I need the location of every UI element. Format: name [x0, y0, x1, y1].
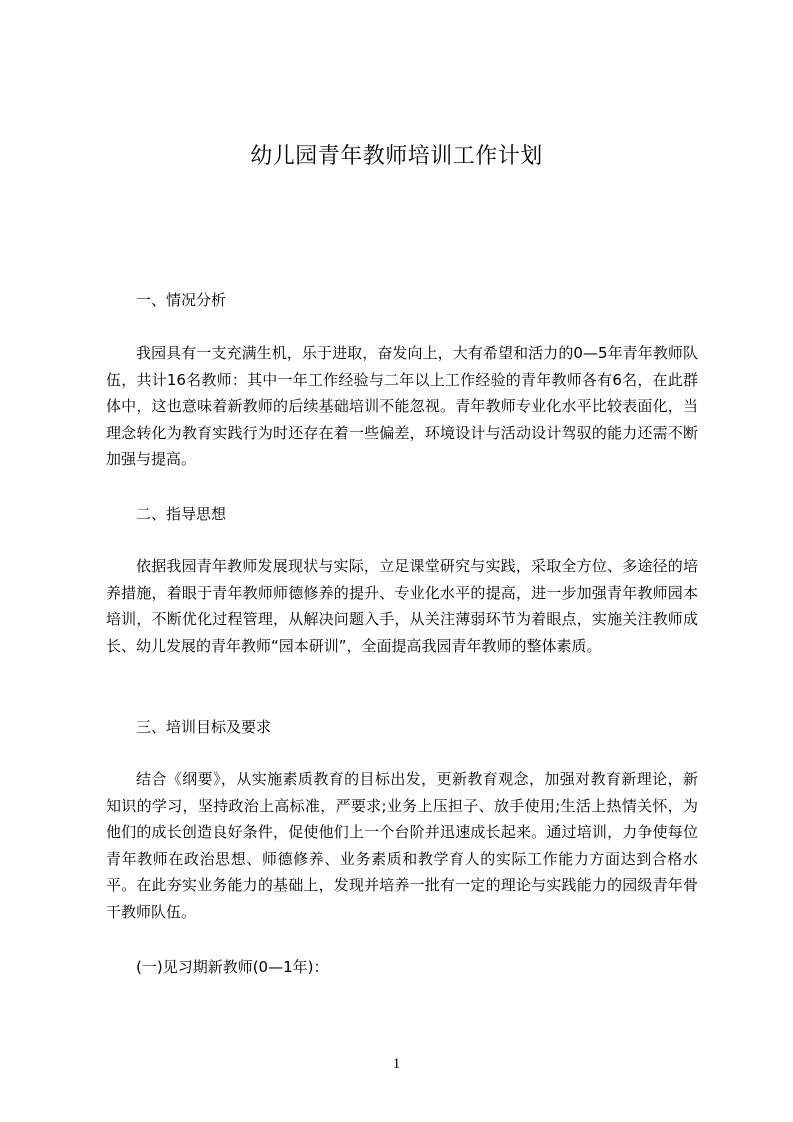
subsection-heading-new-teachers: (一)见习期新教师(0—1年)：	[136, 958, 329, 976]
section-heading-guidance: 二、指导思想	[136, 505, 227, 523]
section-heading-goals: 三、培训目标及要求	[136, 718, 272, 736]
section-paragraph-goals: 结合《纲要》，从实施素质教育的目标出发，更新教育观念，加强对教育新理论，新知识的学习，坚持政治上高标准，严要求;业务上压担子、放手使用;生活上热情关怀，为他们的成长创造良好条件，促使他们上一个台阶并迅速成长起来。通过培训，力争使每位青年教师在政治思想、师德修养、业务素质和教学育人的实际工作能力方面达到合格水平。在此夯实业务能力的基础上，发现并培养一批有一定的理论与实践能力的园级青年骨干教师队伍。	[106, 770, 698, 921]
page-number: 1	[392, 1056, 401, 1072]
section-paragraph-situation: 我园具有一支充满生机，乐于进取，奋发向上，大有希望和活力的0—5年青年教师队伍，共计16名教师：其中一年工作经验与二年以上工作经验的青年教师各有6名，在此群体中，这也意味着新教师的后续基础培训不能忽视。青年教师专业化水平比较表面化，当理念转化为教育实践行为时还存在着一些偏差，环境设计与活动设计驾驭的能力还需不断加强与提高。	[106, 344, 698, 468]
section-heading-situation: 一、情况分析	[136, 291, 227, 309]
section-paragraph-guidance: 依据我园青年教师发展现状与实际，立足课堂研究与实践，采取全方位、多途径的培养措施，着眼于青年教师师德修养的提升、专业化水平的提高，进一步加强青年教师园本培训，不断优化过程管理，从解决问题入手，从关注薄弱环节为着眼点，实施关注教师成长、幼儿发展的青年教师“园本研训”，全面提高我园青年教师的整体素质。	[106, 557, 698, 655]
document-title: 幼儿园青年教师培训工作计划	[250, 144, 543, 169]
